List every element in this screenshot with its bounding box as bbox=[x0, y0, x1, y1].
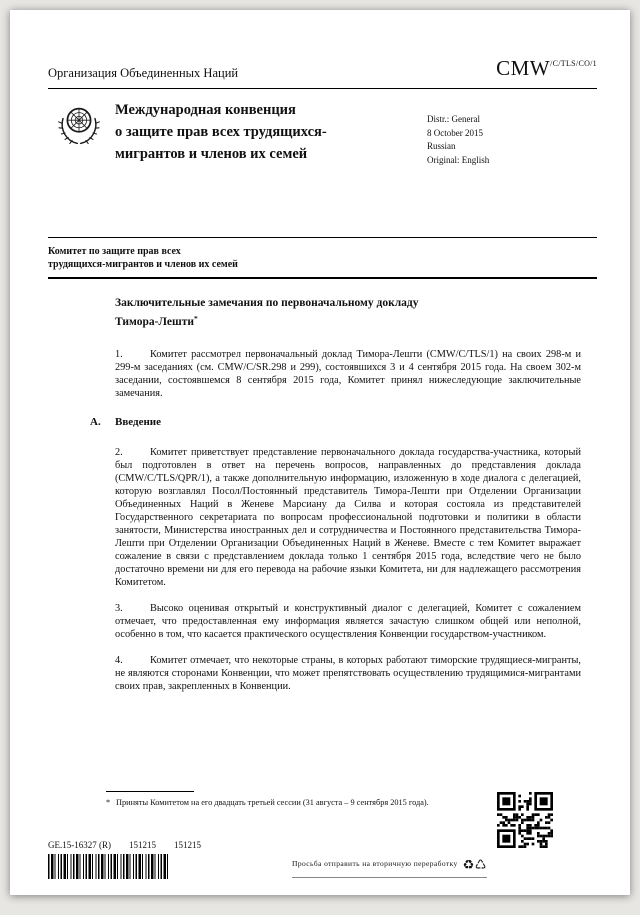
doc-symbol bbox=[496, 56, 597, 81]
footnote-marker: * bbox=[106, 798, 111, 807]
footnote-text bbox=[106, 797, 496, 808]
paragraph-number: 3. bbox=[115, 603, 123, 614]
paragraph-number: 1. bbox=[115, 349, 123, 360]
committee-name bbox=[48, 238, 597, 271]
paragraph-3 bbox=[115, 602, 581, 641]
committee-name-line: трудящихся-мигрантов и членов их семей bbox=[48, 259, 238, 270]
footnote bbox=[106, 791, 496, 808]
paragraph-2 bbox=[115, 446, 581, 589]
recycle-text: Просьба отправить на вторичную переработку bbox=[292, 859, 458, 868]
document-header bbox=[48, 56, 597, 81]
convention-title-line: мигрантов и членов их семей bbox=[115, 146, 308, 162]
paragraph-text: Высоко оценивая открытый и конструктивный диалог с делегацией, Комитет с сожалением отмечает, что предоставленная ему информация является зачастую слишком общей или неполной, особенно в том, что касается практического осуществления Конвенции государством-участником. bbox=[115, 603, 581, 640]
paragraph-text: Комитет отмечает, что некоторые страны, в которых работают тиморские трудящиеся-мигранты, не являются сторонами Конвенции, что может препятствовать осуществлению трудящимися-мигрантами своих прав, закрепленных в Конвенции. bbox=[115, 655, 581, 692]
barcode bbox=[48, 854, 168, 879]
section-heading-a bbox=[90, 416, 581, 428]
distr-line: Original: English bbox=[427, 154, 490, 165]
recycle-note bbox=[292, 858, 487, 878]
doc-symbol-suffix: /C/TLS/CO/1 bbox=[550, 59, 597, 68]
document-title bbox=[115, 295, 581, 330]
document-body bbox=[90, 295, 581, 693]
section-letter: A. bbox=[90, 416, 101, 428]
paragraph-text: Комитет приветствует представление первоначального доклада государства-участника, который был подготовлен в ответ на перечень вопросов, направленных до представления доклада (CMW/C/TLS/QPR/1), а также дополнительную информацию, изложенную в ходе диалога с делегацией, которую возглавлял Посол/Постоянный представитель Тимора-Лешти при Отделении Организации Объединенных Наций в Женеве Марсиану да Силва и которая состояла из представителей Государственного секретариата по вопросам профессиональной подготовки и политики в области занятости, Министерства иностранных дел и сотрудничества и Постоянного представительства Тимора-Лешти при Отделении Организации Объединенных Наций в Женеве. Вместе с тем Комитет выражает сожаление в связи с представлением доклада только 1 сентября 2015 года, вследствие чего не было достаточно времени ни для его перевода на рабочие языки Комитета, ни для надлежащего рассмотрения Комитетом. bbox=[115, 447, 581, 588]
distr-line: Russian bbox=[427, 141, 456, 151]
paragraph-number: 4. bbox=[115, 655, 123, 666]
convention-title-line: Международная конвенция bbox=[115, 102, 296, 118]
distr-line: 8 October 2015 bbox=[427, 127, 483, 138]
document-page bbox=[10, 10, 630, 895]
paragraph-number: 2. bbox=[115, 447, 123, 458]
org-name: Организация Объединенных Наций bbox=[48, 66, 239, 80]
footnote-marker: * bbox=[194, 314, 198, 323]
un-emblem-icon bbox=[55, 101, 103, 167]
paragraph-4 bbox=[115, 654, 581, 693]
committee-name-line: Комитет по защите прав всех bbox=[48, 246, 181, 257]
paragraph-1 bbox=[115, 348, 581, 400]
distr-block bbox=[427, 99, 597, 167]
footnote-body: Приняты Комитетом на его двадцать третьей сессии (31 августа – 9 сентября 2015 года). bbox=[116, 798, 429, 807]
convention-title bbox=[115, 99, 427, 167]
paragraph-text: Комитет рассмотрел первоначальный доклад Тимора-Лешти (CMW/C/TLS/1) на своих 298-м и 299-м заседаниях (см. CMW/C/SR.298 и 299), состоявшихся 3 и 4 сентября 2015 года. На своем 302-м заседании, состоявшемся 8 сентября 2015 года, Комитет принял нижеследующие заключительные замечания. bbox=[115, 349, 581, 399]
qr-code bbox=[497, 792, 553, 848]
doc-symbol-main: CMW bbox=[496, 56, 551, 80]
recycle-icon: ♻♺ bbox=[462, 858, 487, 873]
ge-date-2: 151215 bbox=[174, 840, 201, 850]
convention-title-line: о защите прав всех трудящихся- bbox=[115, 124, 327, 140]
ge-number bbox=[48, 840, 201, 850]
committee-bottom-rule bbox=[48, 277, 597, 279]
footnote-rule bbox=[106, 791, 194, 792]
section-title: Введение bbox=[115, 416, 162, 428]
document-title-line: Заключительные замечания по первоначальному докладу bbox=[115, 297, 419, 309]
distr-line: Distr.: General bbox=[427, 114, 480, 124]
masthead bbox=[48, 99, 597, 167]
header-rule bbox=[48, 88, 597, 89]
document-title-line: Тимора-Лешти bbox=[115, 316, 194, 328]
ge-number-text: GE.15-16327 (R) bbox=[48, 840, 111, 850]
ge-date-1: 151215 bbox=[129, 840, 156, 850]
